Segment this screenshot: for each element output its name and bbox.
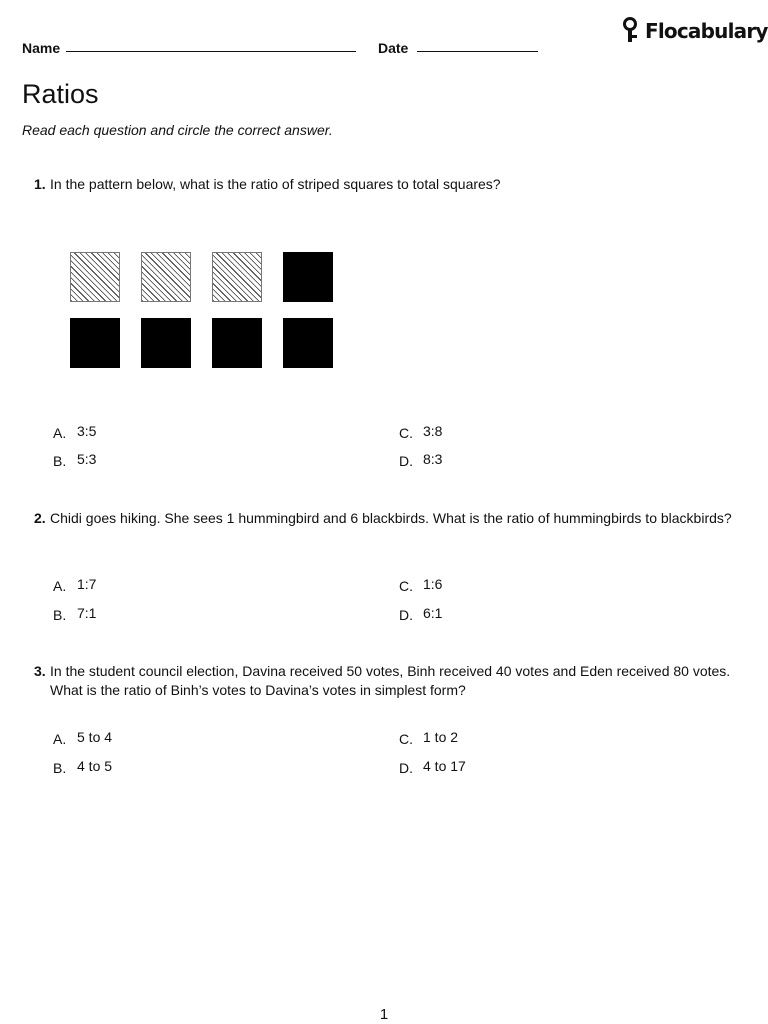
date-label: Date: [378, 40, 409, 56]
solid-square: [283, 318, 333, 368]
option-letter: A.: [53, 425, 67, 441]
date-blank-line: [417, 51, 538, 52]
solid-square: [70, 318, 120, 368]
question-number: 3.: [34, 663, 46, 679]
question-text: Chidi goes hiking. She sees 1 hummingbird and 6 blackbirds. What is the ratio of hummingbirds to blackbirds?: [50, 510, 732, 526]
option-letter: C.: [399, 425, 413, 441]
question-text: In the student council election, Davina received 50 votes, Binh received 40 votes and Eden received 80 votes. What is the ratio of Binh’s votes to Davina’s votes in simplest form?: [50, 663, 731, 698]
solid-square: [212, 318, 262, 368]
answer-option-c[interactable]: [399, 729, 458, 745]
option-letter: D.: [399, 607, 413, 623]
answer-option-b[interactable]: [53, 451, 96, 467]
option-text: 1:6: [423, 576, 443, 592]
flocabulary-logo: [622, 14, 768, 48]
solid-square: [283, 252, 333, 302]
option-letter: B.: [53, 760, 67, 776]
name-blank-line: [66, 51, 356, 52]
page-title: Ratios: [22, 79, 99, 109]
option-letter: C.: [399, 731, 413, 747]
answer-option-a[interactable]: [53, 576, 96, 592]
answer-option-a[interactable]: [53, 729, 112, 745]
solid-square: [141, 318, 191, 368]
option-text: 6:1: [423, 605, 443, 621]
striped-square: [70, 252, 120, 302]
striped-square: [212, 252, 262, 302]
answer-option-b[interactable]: [53, 605, 96, 621]
answer-option-a[interactable]: [53, 423, 96, 439]
option-text: 7:1: [77, 605, 97, 621]
answer-option-d[interactable]: [399, 451, 442, 467]
option-letter: B.: [53, 453, 67, 469]
answer-option-d[interactable]: [399, 605, 442, 621]
option-text: 1 to 2: [423, 729, 459, 745]
option-letter: A.: [53, 578, 67, 594]
answer-option-c[interactable]: [399, 423, 442, 439]
answer-option-c[interactable]: [399, 576, 442, 592]
option-letter: C.: [399, 578, 413, 594]
logo-text: Flocabulary: [645, 19, 768, 43]
option-text: 3:5: [77, 423, 97, 439]
option-letter: D.: [399, 760, 413, 776]
option-text: 1:7: [77, 576, 97, 592]
option-letter: A.: [53, 731, 67, 747]
option-letter: B.: [53, 607, 67, 623]
option-text: 3:8: [423, 423, 443, 439]
question-text: In the pattern below, what is the ratio of striped squares to total squares?: [50, 176, 501, 192]
option-text: 5:3: [77, 451, 97, 467]
option-letter: D.: [399, 453, 413, 469]
option-text: 5 to 4: [77, 729, 113, 745]
name-label: Name: [22, 40, 61, 56]
page-number: 1: [379, 1006, 389, 1023]
option-text: 4 to 5: [77, 758, 113, 774]
question-number: 2.: [34, 510, 46, 526]
answer-option-b[interactable]: [53, 758, 112, 774]
question-number: 1.: [34, 176, 46, 192]
option-text: 8:3: [423, 451, 443, 467]
answer-option-d[interactable]: [399, 758, 466, 774]
striped-square: [141, 252, 191, 302]
option-text: 4 to 17: [423, 758, 466, 774]
key-icon: [622, 17, 644, 45]
instructions: Read each question and circle the correct answer.: [22, 122, 333, 138]
